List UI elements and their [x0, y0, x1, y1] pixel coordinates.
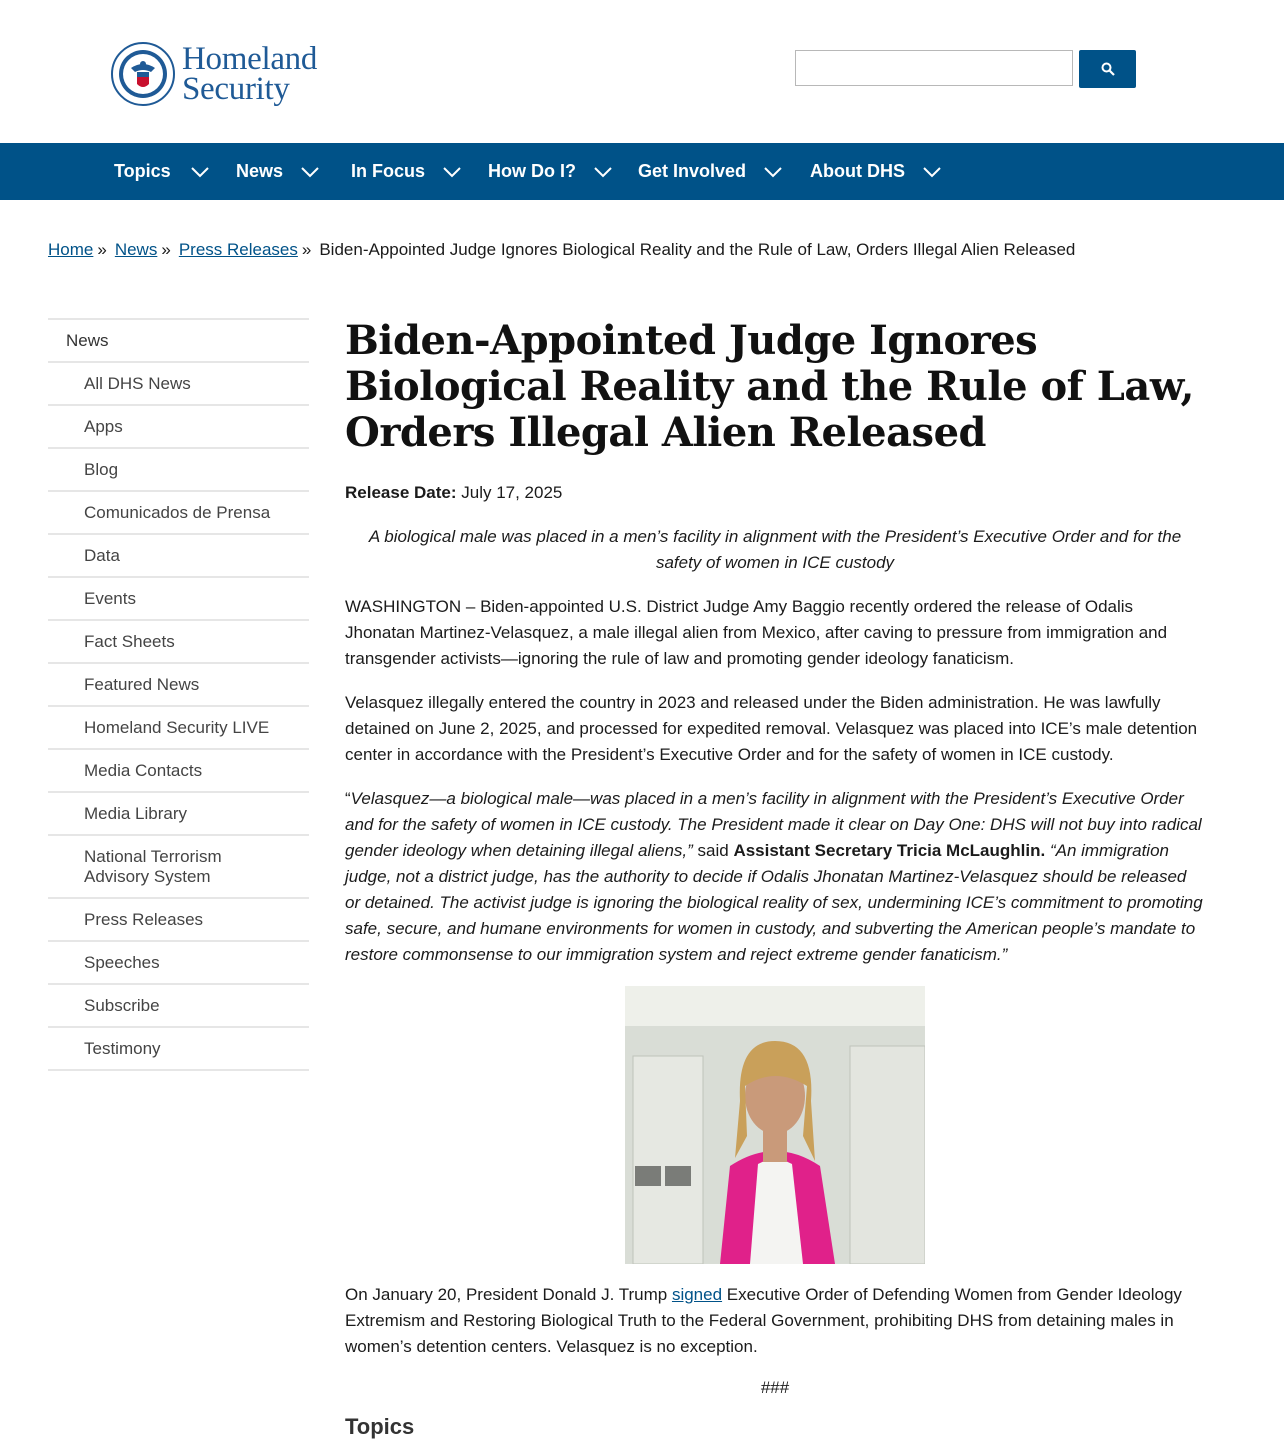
nav-label: In Focus: [351, 161, 426, 181]
sidebar-item-all-dhs-news[interactable]: All DHS News: [48, 363, 309, 406]
topics-heading: Topics: [345, 1414, 415, 1439]
chevron-down-icon: [923, 166, 941, 178]
sidebar-item-ntas[interactable]: National Terrorism Advisory System: [48, 836, 309, 899]
photo-illustration: [625, 986, 925, 1264]
logo-wordmark: [182, 41, 318, 107]
photo-container: [345, 986, 1205, 1264]
breadcrumb-press-releases-link[interactable]: Press Releases: [178, 240, 298, 259]
sidebar-item-featured-news[interactable]: Featured News: [48, 664, 309, 707]
sidebar-item-blog[interactable]: Blog: [48, 449, 309, 492]
sidebar-item-testimony[interactable]: Testimony: [48, 1028, 309, 1071]
quote-speaker: Assistant Secretary Tricia McLaughlin.: [733, 841, 1046, 860]
nav-how-do-i[interactable]: [488, 143, 612, 200]
sidebar-item-data[interactable]: Data: [48, 535, 309, 578]
sidebar-item-apps[interactable]: Apps: [48, 406, 309, 449]
quote-said: said: [692, 841, 734, 860]
chevron-down-icon: [301, 166, 319, 178]
nav-label: News: [236, 161, 284, 181]
sidebar-item-news[interactable]: News: [48, 320, 309, 363]
nav-label: Topics: [114, 161, 171, 181]
p3-text-b: Executive Order of Defending Women from Gender Ideology Extremism and Restoring Biological Truth to the Federal Government, prohibiting DHS from detaining males in women’s detention centers. Velasquez is no exception.: [345, 1285, 1182, 1356]
dhs-logo[interactable]: [111, 42, 317, 106]
article-paragraph-3: [345, 1282, 1205, 1360]
breadcrumb-home-link[interactable]: Home: [48, 240, 94, 259]
release-date-label: Release Date:: [345, 483, 457, 502]
sidebar-item-comunicados[interactable]: Comunicados de Prensa: [48, 492, 309, 535]
release-date: [345, 480, 1205, 506]
breadcrumb-separator: »: [161, 240, 171, 259]
sidebar-item-press-releases[interactable]: Press Releases: [48, 899, 309, 942]
nav-get-involved[interactable]: [638, 143, 782, 200]
detainee-photo: [625, 986, 925, 1264]
signed-link[interactable]: signed: [671, 1285, 723, 1304]
chevron-down-icon: [764, 166, 782, 178]
article: [345, 318, 1205, 1440]
nav-label: About DHS: [810, 161, 905, 181]
search-button[interactable]: [1079, 50, 1136, 88]
quote-part-2: “An immigration judge, not a district judge, has the authority to decide if Odalis Jhonatan Martinez-Velasquez should be released or detained. The activist judge is ignoring the biological reality of sex, undermining ICE’s commitment to promoting safe, secure, and humane environments for women in custody, and subverting the American people’s mandate to restore commonsense to our immigration system and reject extreme gender fanaticism.”: [345, 841, 1203, 964]
sidebar-item-media-library[interactable]: Media Library: [48, 793, 309, 836]
nav-label: Get Involved: [638, 161, 747, 181]
nav-news[interactable]: [236, 143, 319, 200]
quote-part-1: Velasquez—a biological male—was placed in a men’s facility in alignment with the President’s Executive Order and for the safety of women in ICE custody. The President made it clear on Day One: DHS will not buy into radical gender ideology when detaining illegal aliens,”: [345, 789, 1202, 860]
nav-topics[interactable]: [114, 143, 209, 200]
search-input[interactable]: [795, 50, 1073, 86]
article-subhead: A biological male was placed in a men’s facility in alignment with the President’s Executive Order and for the safety of women in ICE custody: [368, 527, 1182, 572]
breadcrumb: [48, 240, 1075, 260]
quote-open-mark: “: [345, 789, 351, 808]
breadcrumb-separator: »: [97, 240, 107, 259]
sidebar-item-events[interactable]: Events: [48, 578, 309, 621]
sidebar-item-homeland-security-live[interactable]: Homeland Security LIVE: [48, 707, 309, 750]
nav-label: How Do I?: [488, 161, 576, 181]
chevron-down-icon: [191, 166, 209, 178]
logo-line-security: Security: [182, 71, 290, 107]
sidebar-item-subscribe[interactable]: Subscribe: [48, 985, 309, 1028]
breadcrumb-news-link[interactable]: News: [114, 240, 158, 259]
release-date-value: July 17, 2025: [461, 483, 563, 502]
search-icon: [1101, 62, 1115, 76]
p3-text-a: On January 20, President Donald J. Trump: [345, 1285, 672, 1304]
logo-line-homeland: Homeland: [182, 41, 318, 77]
article-quote: [345, 786, 1205, 968]
sidebar-nav: [48, 318, 309, 1071]
sidebar-item-speeches[interactable]: Speeches: [48, 942, 309, 985]
chevron-down-icon: [594, 166, 612, 178]
site-header: [0, 0, 1284, 143]
sidebar-item-fact-sheets[interactable]: Fact Sheets: [48, 621, 309, 664]
dhs-seal-icon: [111, 42, 175, 106]
nav-in-focus[interactable]: [351, 143, 461, 200]
breadcrumb-current: Biden-Appointed Judge Ignores Biological Reality and the Rule of Law, Orders Illegal Alien Released: [319, 240, 1076, 259]
breadcrumb-separator: »: [301, 240, 312, 259]
nav-about-dhs[interactable]: [810, 143, 941, 200]
article-paragraph-1: WASHINGTON – Biden-appointed U.S. District Judge Amy Baggio recently ordered the release of Odalis Jhonatan Martinez-Velasquez, a male illegal alien from Mexico, after caving to pressure from immigration and transgender activists—ignoring the rule of law and promoting gender ideology fanaticism.: [345, 597, 1168, 668]
page-title: Biden-Appointed Judge Ignores Biological Reality and the Rule of Law, Orders Illegal Alien Released: [345, 317, 1194, 456]
end-marker: ###: [760, 1378, 790, 1397]
main-nav: [0, 143, 1284, 200]
sidebar-item-media-contacts[interactable]: Media Contacts: [48, 750, 309, 793]
article-paragraph-2: Velasquez illegally entered the country in 2023 and released under the Biden administration. He was lawfully detained on June 2, 2025, and processed for expedited removal. Velasquez was placed into ICE’s male detention center in accordance with the President’s Executive Order and for the safety of women in ICE custody.: [345, 693, 1198, 764]
chevron-down-icon: [443, 166, 461, 178]
